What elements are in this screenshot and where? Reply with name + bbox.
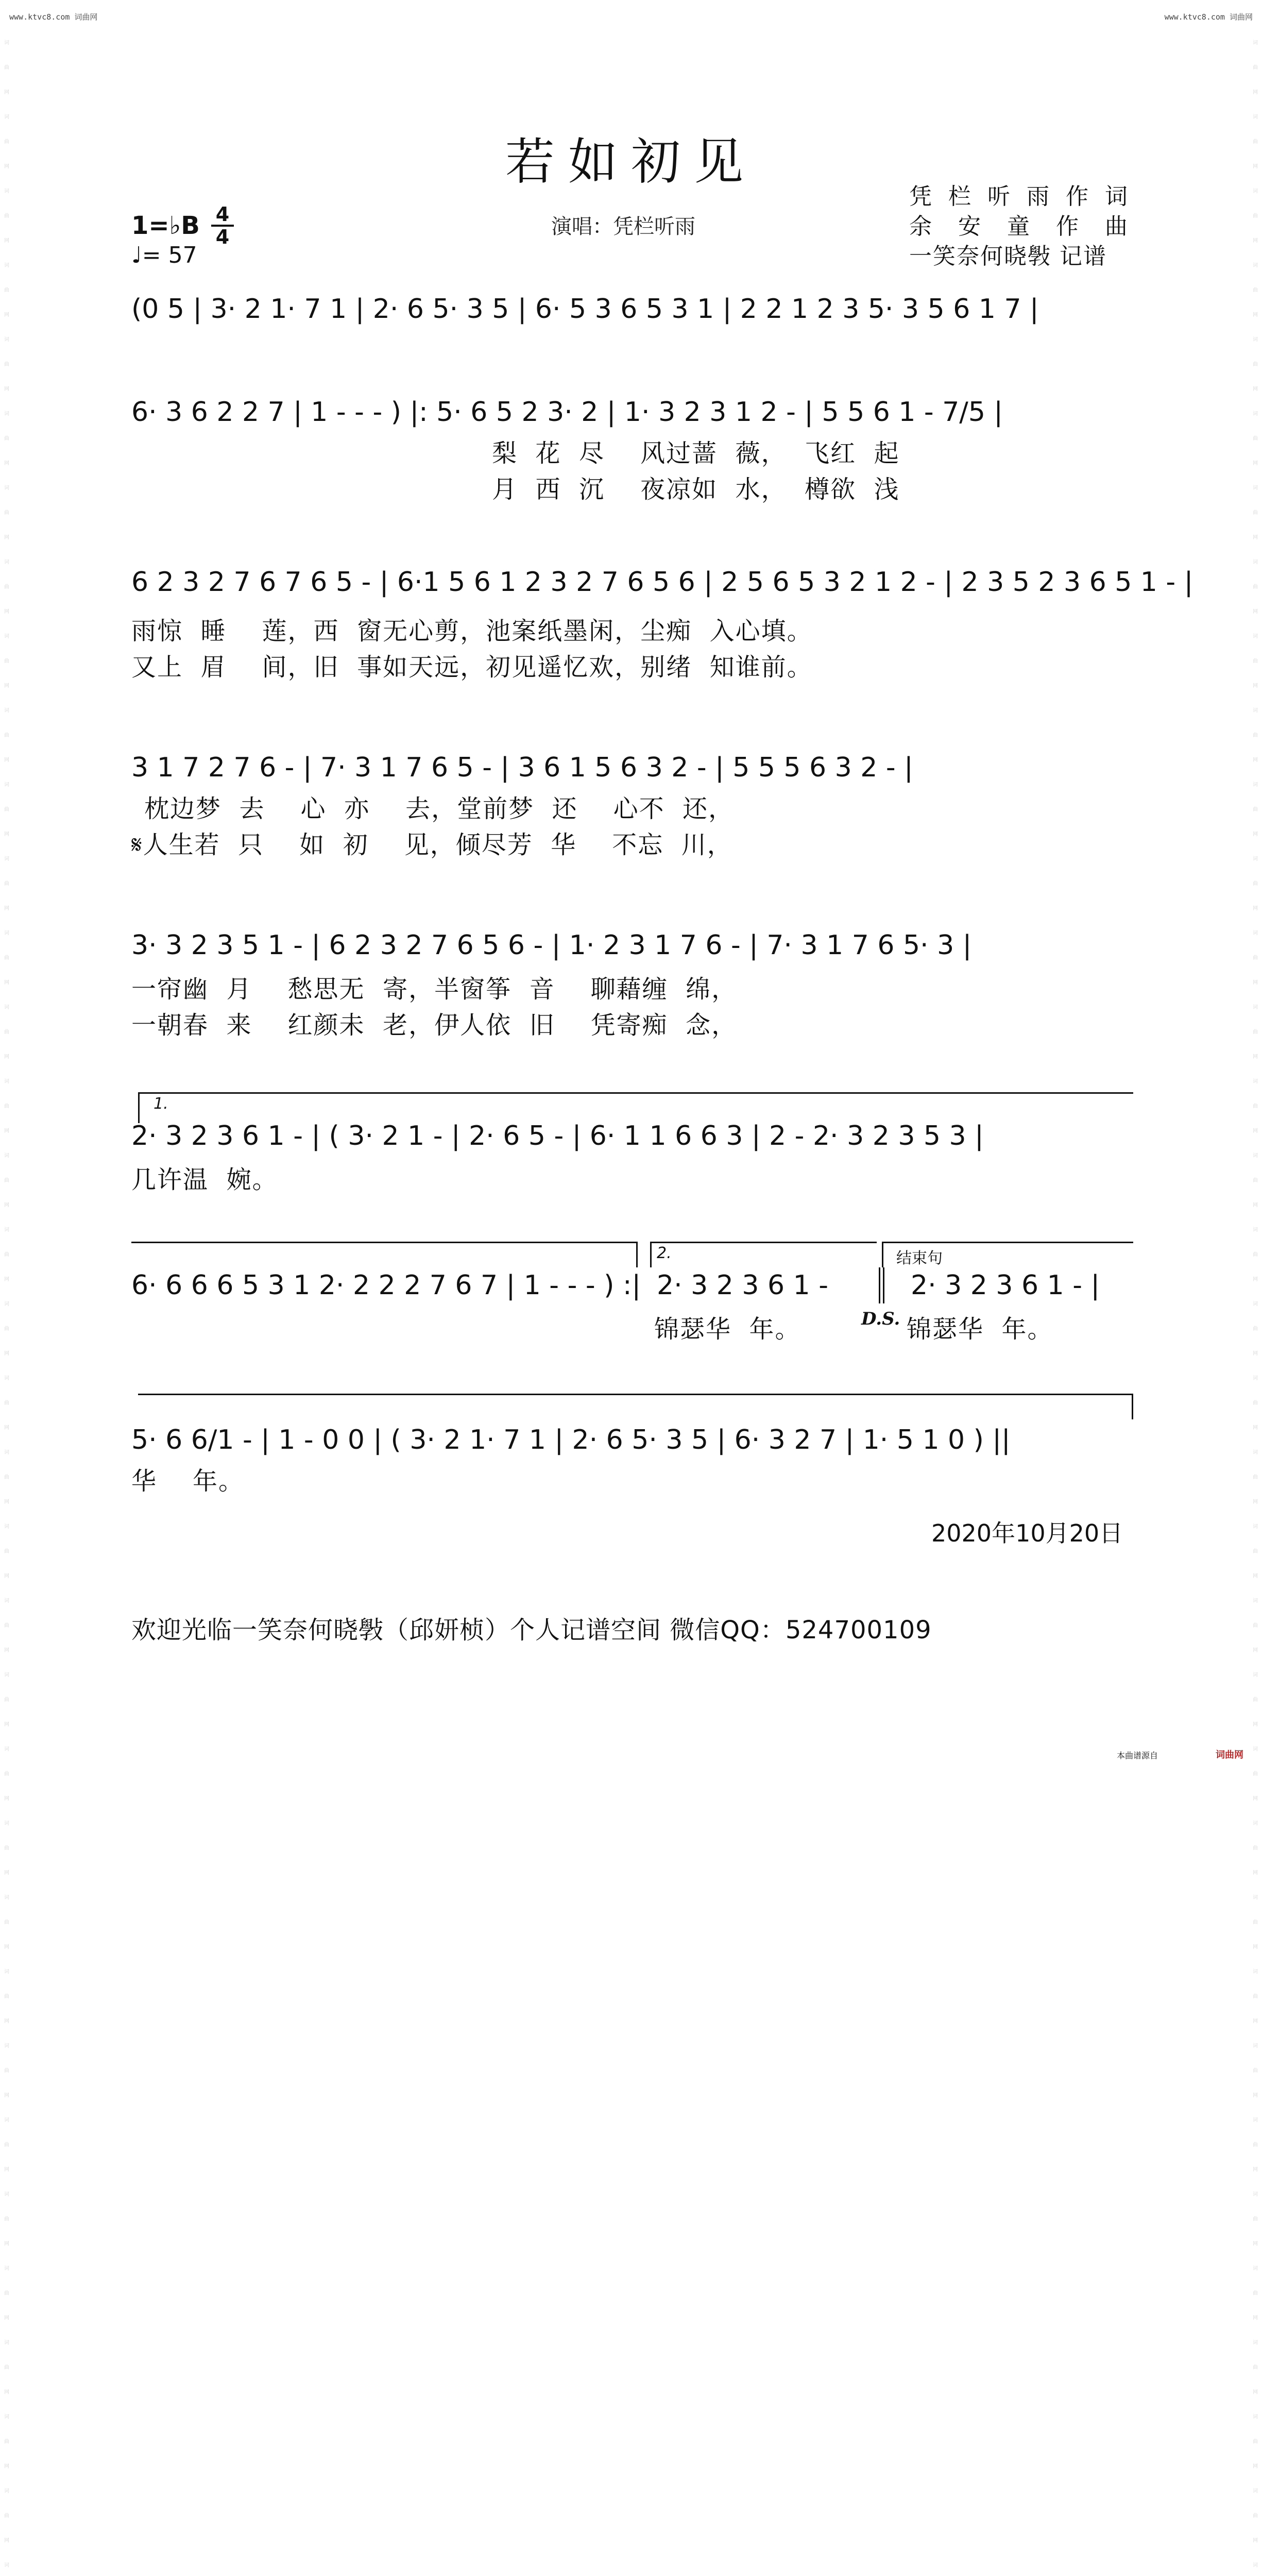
lyrics-row-2-verse-2: 月 西 沉 夜凉如 水， 樽欲 浅 [492, 475, 900, 504]
volta-2-bracket [650, 1242, 877, 1243]
notes-row-6: 2· 3 2 3 6 1 - | ( 3· 2 1 - | 2· 6 5 - | 6· 1 1 6 6 3 | 2 - 2· 3 2 3 5 3 | [131, 1121, 984, 1151]
volta-2-bracket-start [650, 1242, 652, 1267]
volta-1-bracket-continued [131, 1242, 636, 1243]
volta-1-bracket [138, 1092, 1133, 1094]
song-title: 若如初见 [505, 133, 757, 191]
score-row-7-part-b [657, 1262, 878, 1309]
lyrics-row-3-verse-1: 雨惊 睡 莲，西 窗无心剪，池案纸墨闲，尘痴 入心填。 [131, 617, 813, 646]
meter-top: 4 [215, 203, 230, 226]
lyrics-row-7-volta-2: 锦瑟华 年。 [654, 1315, 801, 1344]
lyrics-row-7-coda: 锦瑟华 年。 [907, 1315, 1053, 1344]
lyrics-row-2-verse-1: 梨 花 尽 风过蔷 薇， 飞红 起 [492, 439, 900, 468]
volta-2-label: 2. [657, 1244, 672, 1262]
notes-row-8: 5· 6 6/1 - | 1 - 0 0 | ( 3· 2 1· 7 1 | 2· 6 5· 3 5 | 6· 3 2 7 | 1· 5 1 0 ) || [131, 1425, 1011, 1455]
score-row-6 [131, 1113, 1133, 1159]
tempo-mark: ♩= 57 [131, 242, 197, 268]
score-row-7-part-a [131, 1262, 644, 1309]
notes-row-7-c: 2· 3 2 3 6 1 - | [911, 1270, 1100, 1301]
notes-row-3: 6 2 3 2 7 6 7 6 5 - | 6·1 5 6 1 2 3 2 7 6 5 6 | 2 5 6 5 3 2 1 2 - | 2 3 5 2 3 6 5 1 - | [131, 567, 1193, 598]
edge-watermark-left: 词曲网 词曲网 词曲网 词曲网 词曲网 词曲网 词曲网 词曲网 词曲网 词曲网 词曲网 词曲网 词曲网 词曲网 词曲网 词曲网 词曲网 词曲网 词曲网 词曲网 词曲网 词曲网 词曲网 词曲网 词曲网 词曲网 词曲网 词曲网 词曲网 词曲网 词曲网 词曲网 词曲网 词曲网 词 [4, 40, 9, 2568]
notes-row-7-b: 2· 3 2 3 6 1 - [657, 1270, 828, 1301]
edge-watermark-right: 词曲网 词曲网 词曲网 词曲网 词曲网 词曲网 词曲网 词曲网 词曲网 词曲网 词曲网 词曲网 词曲网 词曲网 词曲网 词曲网 词曲网 词曲网 词曲网 词曲网 词曲网 词曲网 词曲网 词曲网 词曲网 词曲网 词曲网 词曲网 词曲网 词曲网 词曲网 词曲网 词曲网 词曲网 词 [1253, 40, 1258, 2568]
coda-bracket-continued [138, 1394, 1133, 1395]
lyrics-row-4-verse-2: 𝄋人生若 只 如 初 见，倾尽芳 华 不忘 川， [131, 831, 733, 859]
volta-1-label: 1. [154, 1095, 168, 1113]
singer-credit: 演唱：凭栏听雨 [551, 215, 695, 239]
footer-logo: 词曲网 [1216, 1750, 1243, 1760]
site-watermark-right: www.ktvc8.com 词曲网 [1164, 12, 1253, 22]
score-row-5 [131, 922, 1133, 969]
lyrics-row-5-verse-1: 一帘幽 月 愁思无 寄，半窗筝 音 聊藉缠 绵， [131, 975, 738, 1004]
key-signature: 1=♭B [131, 211, 200, 240]
score-row-1 [131, 286, 1133, 332]
barline-double-b [883, 1267, 884, 1303]
lyrics-row-5-verse-2: 一朝春 来 红颜未 老，伊人依 旧 凭寄痴 念， [131, 1011, 738, 1040]
notes-row-1: (0 5 | 3· 2 1· 7 1 | 2· 6 5· 3 5 | 6· 5 3 6 5 3 1 | 2 2 1 2 3 5· 3 5 6 1 7 | [131, 294, 1039, 325]
meter-bottom: 4 [215, 226, 230, 248]
lyrics-row-8: 华 年。 [131, 1467, 245, 1496]
score-row-7-part-c [911, 1262, 1133, 1309]
lyrics-row-6: 几许温 婉。 [131, 1165, 278, 1194]
lyricist-credit: 凭栏听雨作词 [909, 183, 1131, 210]
welcome-note: 欢迎光临一笑奈何晓斅（邱妍桢）个人记谱空间 微信QQ：524700109 [131, 1616, 932, 1645]
notes-row-4: 3 1 7 2 7 6 - | 7· 3 1 7 6 5 - | 3 6 1 5 6 3 2 - | 5 5 5 6 3 2 - | [131, 752, 913, 783]
score-row-4 [131, 744, 1133, 791]
footer-source-text: 本曲谱源自 [1117, 1751, 1158, 1760]
coda-bracket [882, 1242, 1133, 1243]
barline-double-a [879, 1267, 880, 1303]
transcription-date: 2020年10月20日 [931, 1519, 1123, 1547]
notes-row-5: 3· 3 2 3 5 1 - | 6 2 3 2 7 6 5 6 - | 1· 2 3 1 7 6 - | 7· 3 1 7 6 5· 3 | [131, 930, 972, 961]
lyrics-row-4-verse-1: 枕边梦 去 心 亦 去，堂前梦 还 心不 还， [144, 794, 735, 823]
composer-credit: 余安童作曲 [909, 213, 1131, 240]
score-row-3 [131, 559, 1193, 605]
score-row-8 [131, 1417, 1133, 1463]
coda-bracket-end [1132, 1394, 1133, 1419]
score-row-2 [131, 389, 1133, 435]
coda-label: 结束句 [896, 1249, 943, 1267]
notes-row-7-a: 6· 6 6 6 5 3 1 2· 2 2 2 7 6 7 | 1 - - - ) :| [131, 1270, 641, 1301]
lyrics-row-3-verse-2: 又上 眉 间，旧 事如天远，初见遥忆欢，别绪 知谁前。 [131, 653, 813, 682]
coda-bracket-start [882, 1242, 883, 1267]
notes-row-2: 6· 3 6 2 2 7 | 1 - - - ) |: 5· 6 5 2 3· 2 | 1· 3 2 3 1 2 - | 5 5 6 1 - 7/5 | [131, 397, 1003, 428]
time-signature [211, 205, 234, 246]
site-watermark-left: www.ktvc8.com 词曲网 [9, 12, 98, 22]
transcriber-credit: 一笑奈何晓斅 记谱 [909, 243, 1107, 269]
dal-segno-mark: D.S. [861, 1309, 900, 1329]
